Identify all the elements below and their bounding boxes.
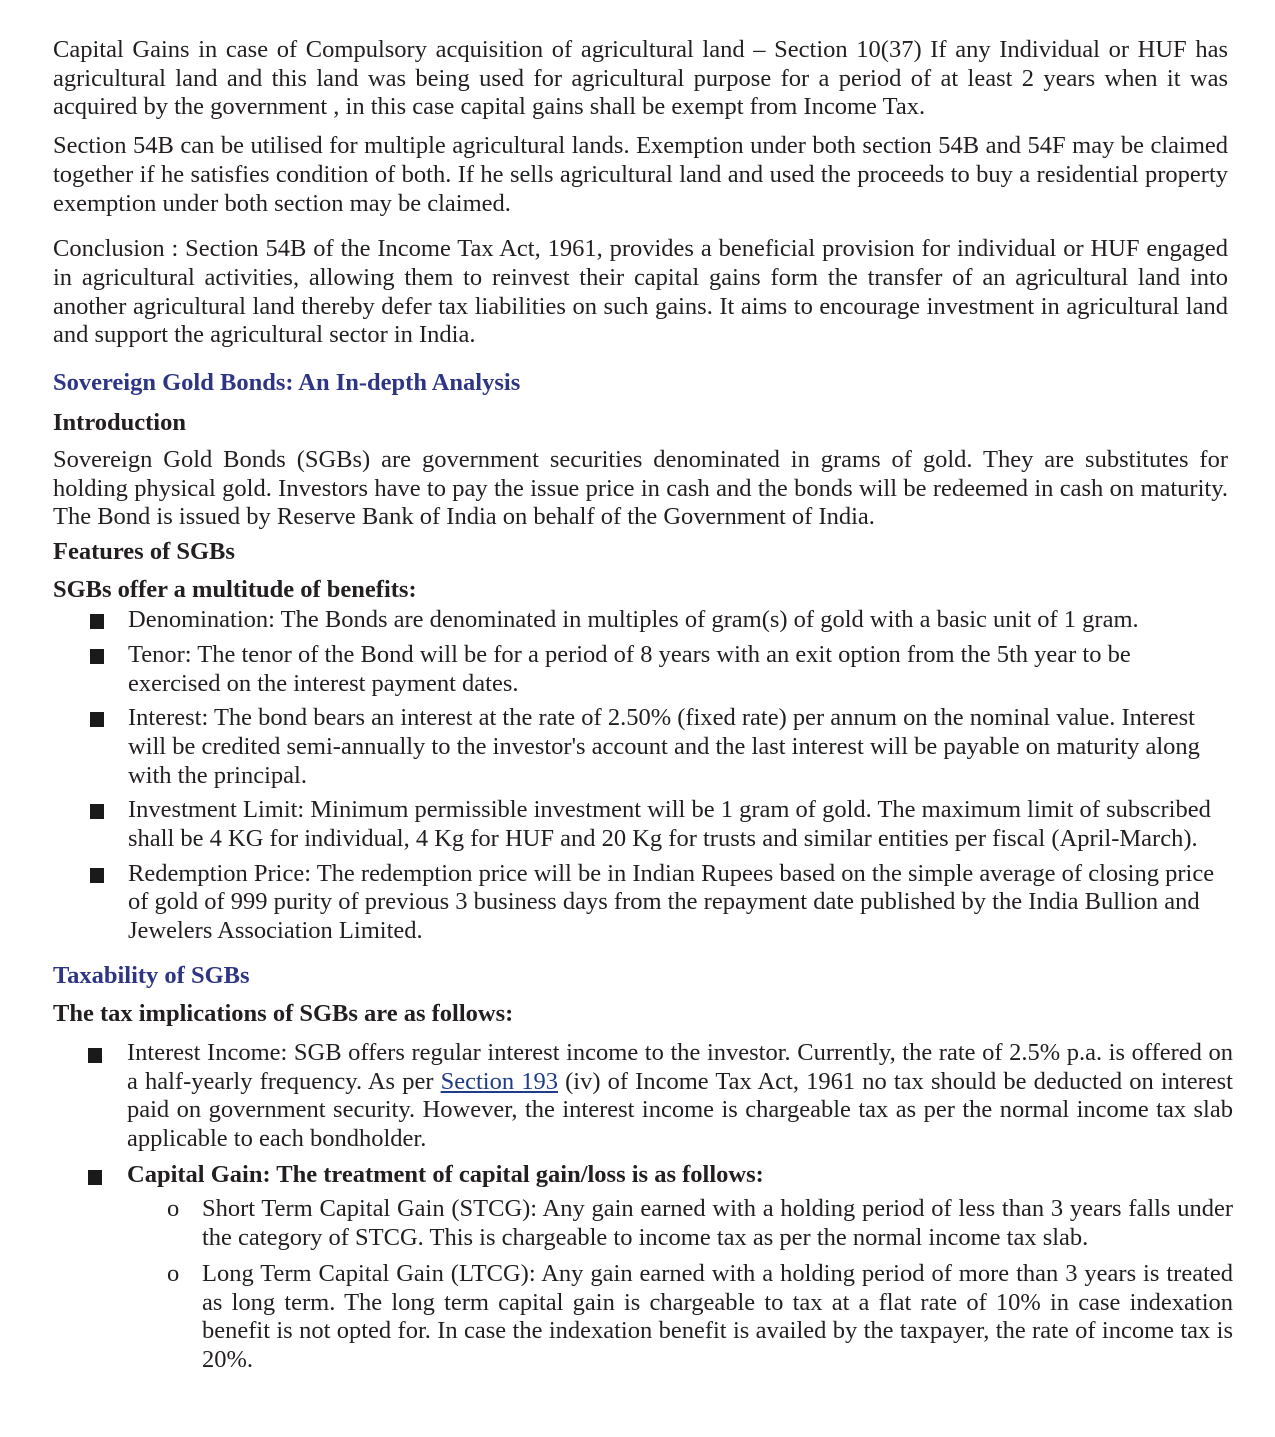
feature-tenor: Tenor: The tenor of the Bond will be for a period of 8 years with an exit option from the 5th year to be exercised on the interest payment dates.	[128, 640, 1131, 697]
circle-bullet-icon: o	[167, 1195, 180, 1223]
document-page	[53, 36, 1233, 1382]
square-bullet-icon	[88, 1048, 102, 1063]
feature-interest: Interest: The bond bears an interest at the rate of 2.50% (fixed rate) per annum on the nominal value. Interest will be credited semi-annually to the investor's account and the last interest will be payable on maturity along with the principal.	[128, 704, 1200, 789]
ltcg-text: Long Term Capital Gain (LTCG): Any gain earned with a holding period of more than 3 years is treated as long term. The long term capital gain is chargeable to tax at a flat rate of 10% in case indexation benefit is not opted for. In case the indexation benefit is availed by the taxpayer, the rate of income tax is 20%.	[202, 1259, 1233, 1373]
capital-gain-heading: Capital Gain: The treatment of capital gain/loss is as follows:	[127, 1160, 764, 1188]
list-item	[53, 860, 1228, 946]
list-item	[127, 1195, 1233, 1252]
feature-denomination: Denomination: The Bonds are denominated in multiples of gram(s) of gold with a basic unit of 1 gram.	[128, 606, 1139, 634]
list-item	[53, 1161, 1233, 1375]
subheading-features: Features of SGBs	[53, 538, 235, 566]
square-bullet-icon	[90, 868, 104, 883]
stcg-text: Short Term Capital Gain (STCG): Any gain earned with a holding period of less than 3 years falls under the category of STCG. This is chargeable to income tax as per the normal income tax slab.	[202, 1195, 1233, 1252]
paragraph-section-54b: Section 54B can be utilised for multiple agricultural lands. Exemption under both section 54B and 54F may be claimed together if he satisfies condition of both. If he sells agricultural land and used the proceeds to buy a residential property exemption under both section may be claimed.	[53, 132, 1228, 217]
list-item	[127, 1260, 1233, 1375]
subheading-benefits: SGBs offer a multitude of benefits:	[53, 576, 417, 604]
list-item	[53, 641, 1228, 698]
feature-investment-limit: Investment Limit: Minimum permissible investment will be 1 gram of gold. The maximum limit of subscribed shall be 4 KG for individual, 4 Kg for HUF and 20 Kg for trusts and similar entities per fiscal (April-March).	[128, 796, 1211, 853]
section-heading-taxability: Taxability of SGBs	[53, 961, 250, 989]
feature-redemption-price: Redemption Price: The redemption price will be in Indian Rupees based on the simple average of closing price of gold of 999 purity of previous 3 business days from the repayment date published by the India Bullion and Jewelers Association Limited.	[128, 859, 1215, 945]
square-bullet-icon	[88, 1170, 102, 1185]
subheading-introduction: Introduction	[53, 409, 186, 437]
section-193-link[interactable]: Section 193	[440, 1067, 558, 1095]
square-bullet-icon	[90, 804, 104, 819]
interest-income-text: Interest Income: SGB offers regular interest income to the investor. Currently, the rate of 2.5% p.a. is offered on a half-yearly frequency. As per	[127, 1038, 1233, 1095]
list-item	[53, 606, 1228, 635]
list-item	[53, 796, 1228, 853]
list-item	[53, 704, 1228, 790]
section-heading-sgb: Sovereign Gold Bonds: An In-depth Analysis	[53, 369, 521, 397]
subheading-tax-implications: The tax implications of SGBs are as follows:	[53, 999, 514, 1027]
square-bullet-icon	[90, 614, 104, 629]
interest-income-text-cont: (iv) of Income Tax Act, 1961 no tax should be deducted on interest paid on government security. However, the interest income is chargeable tax as per the normal income tax slab applicable to each bondholder.	[127, 1067, 1233, 1152]
circle-bullet-icon: o	[167, 1259, 180, 1287]
paragraph-introduction: Sovereign Gold Bonds (SGBs) are government securities denominated in grams of gold. They are substitutes for holding physical gold. Investors have to pay the issue price in cash and the bonds will be redeemed in cash on maturity. The Bond is issued by Reserve Bank of India on behalf of the Government of India.	[53, 446, 1228, 531]
tax-list	[53, 1038, 1233, 1375]
tax-interest-income	[127, 1039, 1233, 1154]
list-item	[53, 1039, 1233, 1154]
square-bullet-icon	[90, 712, 104, 727]
square-bullet-icon	[90, 649, 104, 664]
capital-gain-list	[127, 1195, 1233, 1374]
paragraph-conclusion: Conclusion : Section 54B of the Income Tax Act, 1961, provides a beneficial provision for individual or HUF engaged in agricultural activities, allowing them to reinvest their capital gains form the transfer of an agricultural land into another agricultural land thereby defer tax liabilities on such gains. It aims to encourage investment in agricultural land and support the agricultural sector in India.	[53, 235, 1228, 349]
features-list	[53, 606, 1228, 946]
paragraph-section-10-37: Capital Gains in case of Compulsory acquisition of agricultural land – Section 10(37) If any Individual or HUF has agricultural land and this land was being used for agricultural purpose for a period of at least 2 years when it was acquired by the government , in this case capital gains shall be exempt from Income Tax.	[53, 36, 1228, 121]
